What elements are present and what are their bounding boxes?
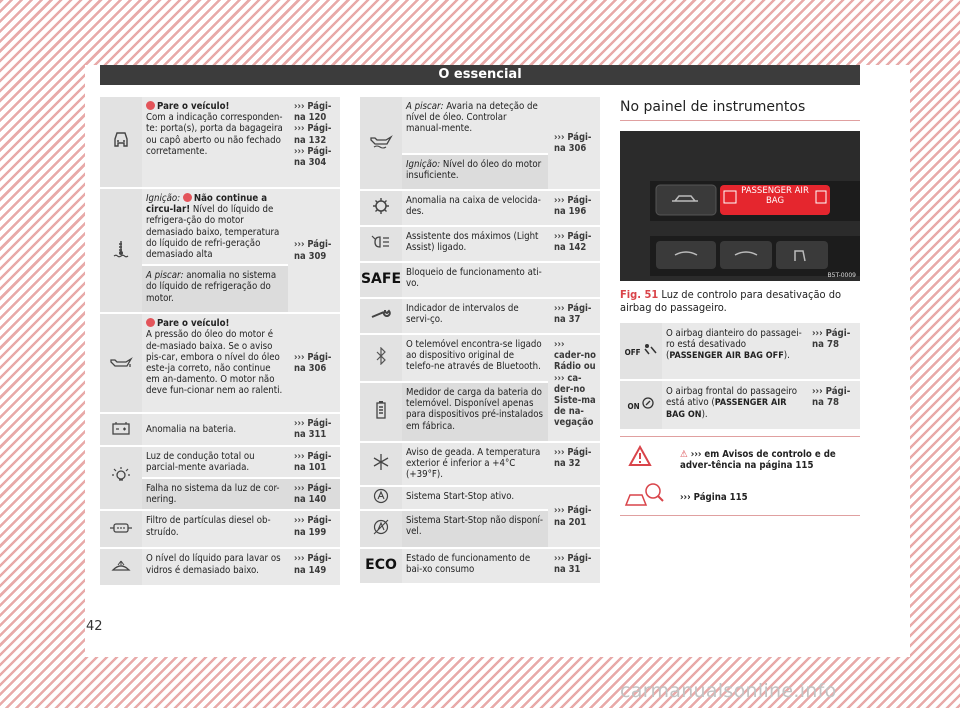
warning-dot-icon	[183, 193, 192, 202]
table-row: Aviso de geada. A temperatura exterior é inferior a +4°C (+39°F). ››› Pági-na 32	[360, 443, 600, 485]
figure-caption: Fig. 51 Luz de controlo para desativação do airbag do passageiro.	[620, 288, 842, 314]
table-row: ECO Estado de funcionamento de bai-xo consumo ››› Pági-na 31	[360, 549, 600, 583]
dashboard-photo	[620, 131, 860, 281]
oil-level-sensor-icon	[360, 97, 402, 189]
page-reference[interactable]: ››› Pági-na 142	[554, 231, 592, 254]
warning-dot-icon	[146, 101, 155, 110]
table-row: SAFE Bloqueio de funcionamento ati-vo.	[360, 263, 600, 297]
airbag-on-icon: ON	[620, 381, 662, 429]
page-reference[interactable]: ››› Pági-na 101	[294, 450, 332, 473]
page-reference[interactable]: ››› Pági-na 306	[294, 352, 332, 375]
table-row: Anomalia na bateria. ››› Pági-na 311	[100, 414, 340, 444]
warning-dot-icon	[146, 318, 155, 327]
image-code: B5T-0009	[827, 272, 856, 279]
table-row: Sistema Start-Stop ativo. ››› Pági-na 201	[360, 487, 600, 509]
passenger-airbag-label: PASSENGER AIR BAG	[741, 186, 809, 206]
table-row: Luz de condução total ou parcial-mente avariada. ››› Pági-na 101	[100, 447, 340, 477]
page-reference[interactable]: ››› Pági-na 311	[294, 418, 332, 441]
environment-note-icon	[624, 481, 664, 507]
washer-fluid-icon	[100, 549, 142, 585]
page-reference[interactable]: ››› Pági-na 78	[812, 328, 851, 351]
table-row: Anomalia na caixa de velocida-des. ››› Pági-na 196	[360, 191, 600, 225]
page-reference[interactable]: ››› Pági-na 132	[294, 123, 332, 146]
table-row: A piscar: anomalia no sistema do líquido de refrigeração do motor.	[100, 266, 340, 312]
gearbox-icon	[360, 191, 402, 225]
page-reference[interactable]: ››› Pági-na 32	[554, 447, 592, 470]
page-number: 42	[86, 619, 103, 634]
table-row: Assistente dos máximos (Light Assist) ligado. ››› Pági-na 142	[360, 227, 600, 261]
page-reference[interactable]: ››› Pági-na 120	[294, 101, 332, 124]
diesel-particulate-filter-icon	[100, 511, 142, 547]
table-row: ON O airbag frontal do passageiro está ativo (PASSENGER AIR BAG ON). ››› Pági-na 78	[620, 381, 860, 429]
table-row: Pare o veículo! A pressão do óleo do motor é de-masiado baixa. Se o aviso pis-car, embora o nível do óleo este-ja correto, não continue em an-damento. O motor não deve fun-cionar nem ao ralenti. ››› Pági-na 306	[100, 314, 340, 412]
watermark: carmanualsonline.info	[620, 680, 837, 702]
warning-triangle-icon	[628, 445, 652, 467]
page-header: O essencial	[100, 65, 860, 85]
page-reference[interactable]: ››› Pági-na 201	[554, 505, 592, 528]
table-row: O nível do líquido para lavar os vidros é demasiado baixo. ››› Pági-na 149	[100, 549, 340, 585]
table-row: Filtro de partículas diesel ob-struído. ››› Pági-na 199	[100, 511, 340, 547]
page-reference[interactable]: ››› Pági-na 31	[554, 552, 592, 575]
page-reference[interactable]: ››› Pági-na 199	[294, 515, 332, 538]
bluetooth-icon	[360, 335, 402, 381]
page-reference[interactable]: ››› Pági-na 306	[554, 131, 592, 154]
table-row: Ignição: Não continue a circu-lar! Nível do líquido de refrigera-ção do motor demasiado baixo, temperatura do líquido de refri-geração demasiado alta ››› Pági-na 309	[100, 189, 340, 264]
start-stop-icon	[360, 487, 402, 509]
safe-text-icon: SAFE	[360, 263, 402, 297]
table-row: Sistema Start-Stop não disponí-vel.	[360, 511, 600, 547]
table-row: A piscar: Avaria na deteção de nível de óleo. Controlar manual-mente. ››› Pági-na 306	[360, 97, 600, 153]
airbag-table	[620, 321, 860, 431]
page-reference[interactable]: ››› cader-no Rádio ou ››› ca-der-no Siste-ma de na-vegação	[554, 339, 596, 429]
page-reference[interactable]: ››› Pági-na 78	[812, 386, 851, 409]
page-reference[interactable]: ››› Pági-na 309	[294, 239, 332, 262]
table-row: Indicador de intervalos de servi-ço. ››› Pági-na 37	[360, 299, 600, 333]
table-row: Falha no sistema da luz de cor-nering. ››› Pági-na 140	[100, 479, 340, 509]
page-reference[interactable]: ››› Pági-na 149	[294, 553, 332, 576]
page-reference[interactable]: ››› Pági-na 196	[554, 195, 592, 218]
eco-text-icon: ECO	[360, 549, 402, 583]
table-row: Pare o veículo! Com a indicação corresponden-te: porta(s), porta da bagageira ou capô aberto ou não fechado corretamente. ››› Pági-na 120 ››› Pági-na 132 ››› Pági-na 304	[100, 97, 340, 187]
phone-battery-icon	[360, 383, 402, 441]
table-row: Ignição: Nível do óleo do motor insuficiente.	[360, 155, 600, 189]
frost-icon	[360, 443, 402, 485]
notice-box	[620, 436, 860, 516]
bulb-fault-icon	[100, 447, 142, 510]
page-reference[interactable]: ››› Pági-na 140	[294, 483, 332, 506]
airbag-off-icon: OFF	[620, 323, 662, 379]
table-row: O telemóvel encontra-se ligado ao dispositivo original de telefo-ne através de Bluetooth. ››› cader-no Rádio ou ››› ca-der-no Siste-ma de na-vegação	[360, 335, 600, 381]
battery-icon	[100, 414, 142, 444]
door-open-icon	[100, 97, 142, 187]
left-table	[100, 95, 340, 587]
oil-pressure-icon	[100, 314, 142, 412]
warning-reference[interactable]: ⚠ ››› em Avisos de controlo e de adver-tência na página 115	[680, 449, 836, 471]
table-row: Medidor de carga da bateria do telemóvel. Disponível apenas para dispositivos pré-instalados em fábrica.	[360, 383, 600, 441]
coolant-temperature-icon	[100, 189, 142, 312]
service-wrench-icon	[360, 299, 402, 333]
table-row: OFF O airbag dianteiro do passagei-ro está desativado (PASSENGER AIR BAG OFF). ››› Pági-na 78	[620, 323, 860, 379]
note-reference[interactable]: ››› Página 115	[680, 492, 748, 503]
start-stop-off-icon	[360, 511, 402, 547]
middle-table	[360, 95, 600, 585]
light-assist-icon	[360, 227, 402, 261]
page-reference[interactable]: ››› Pági-na 37	[554, 303, 592, 326]
section-heading: No painel de instrumentos	[620, 99, 860, 121]
page-reference[interactable]: ››› Pági-na 304	[294, 145, 332, 169]
